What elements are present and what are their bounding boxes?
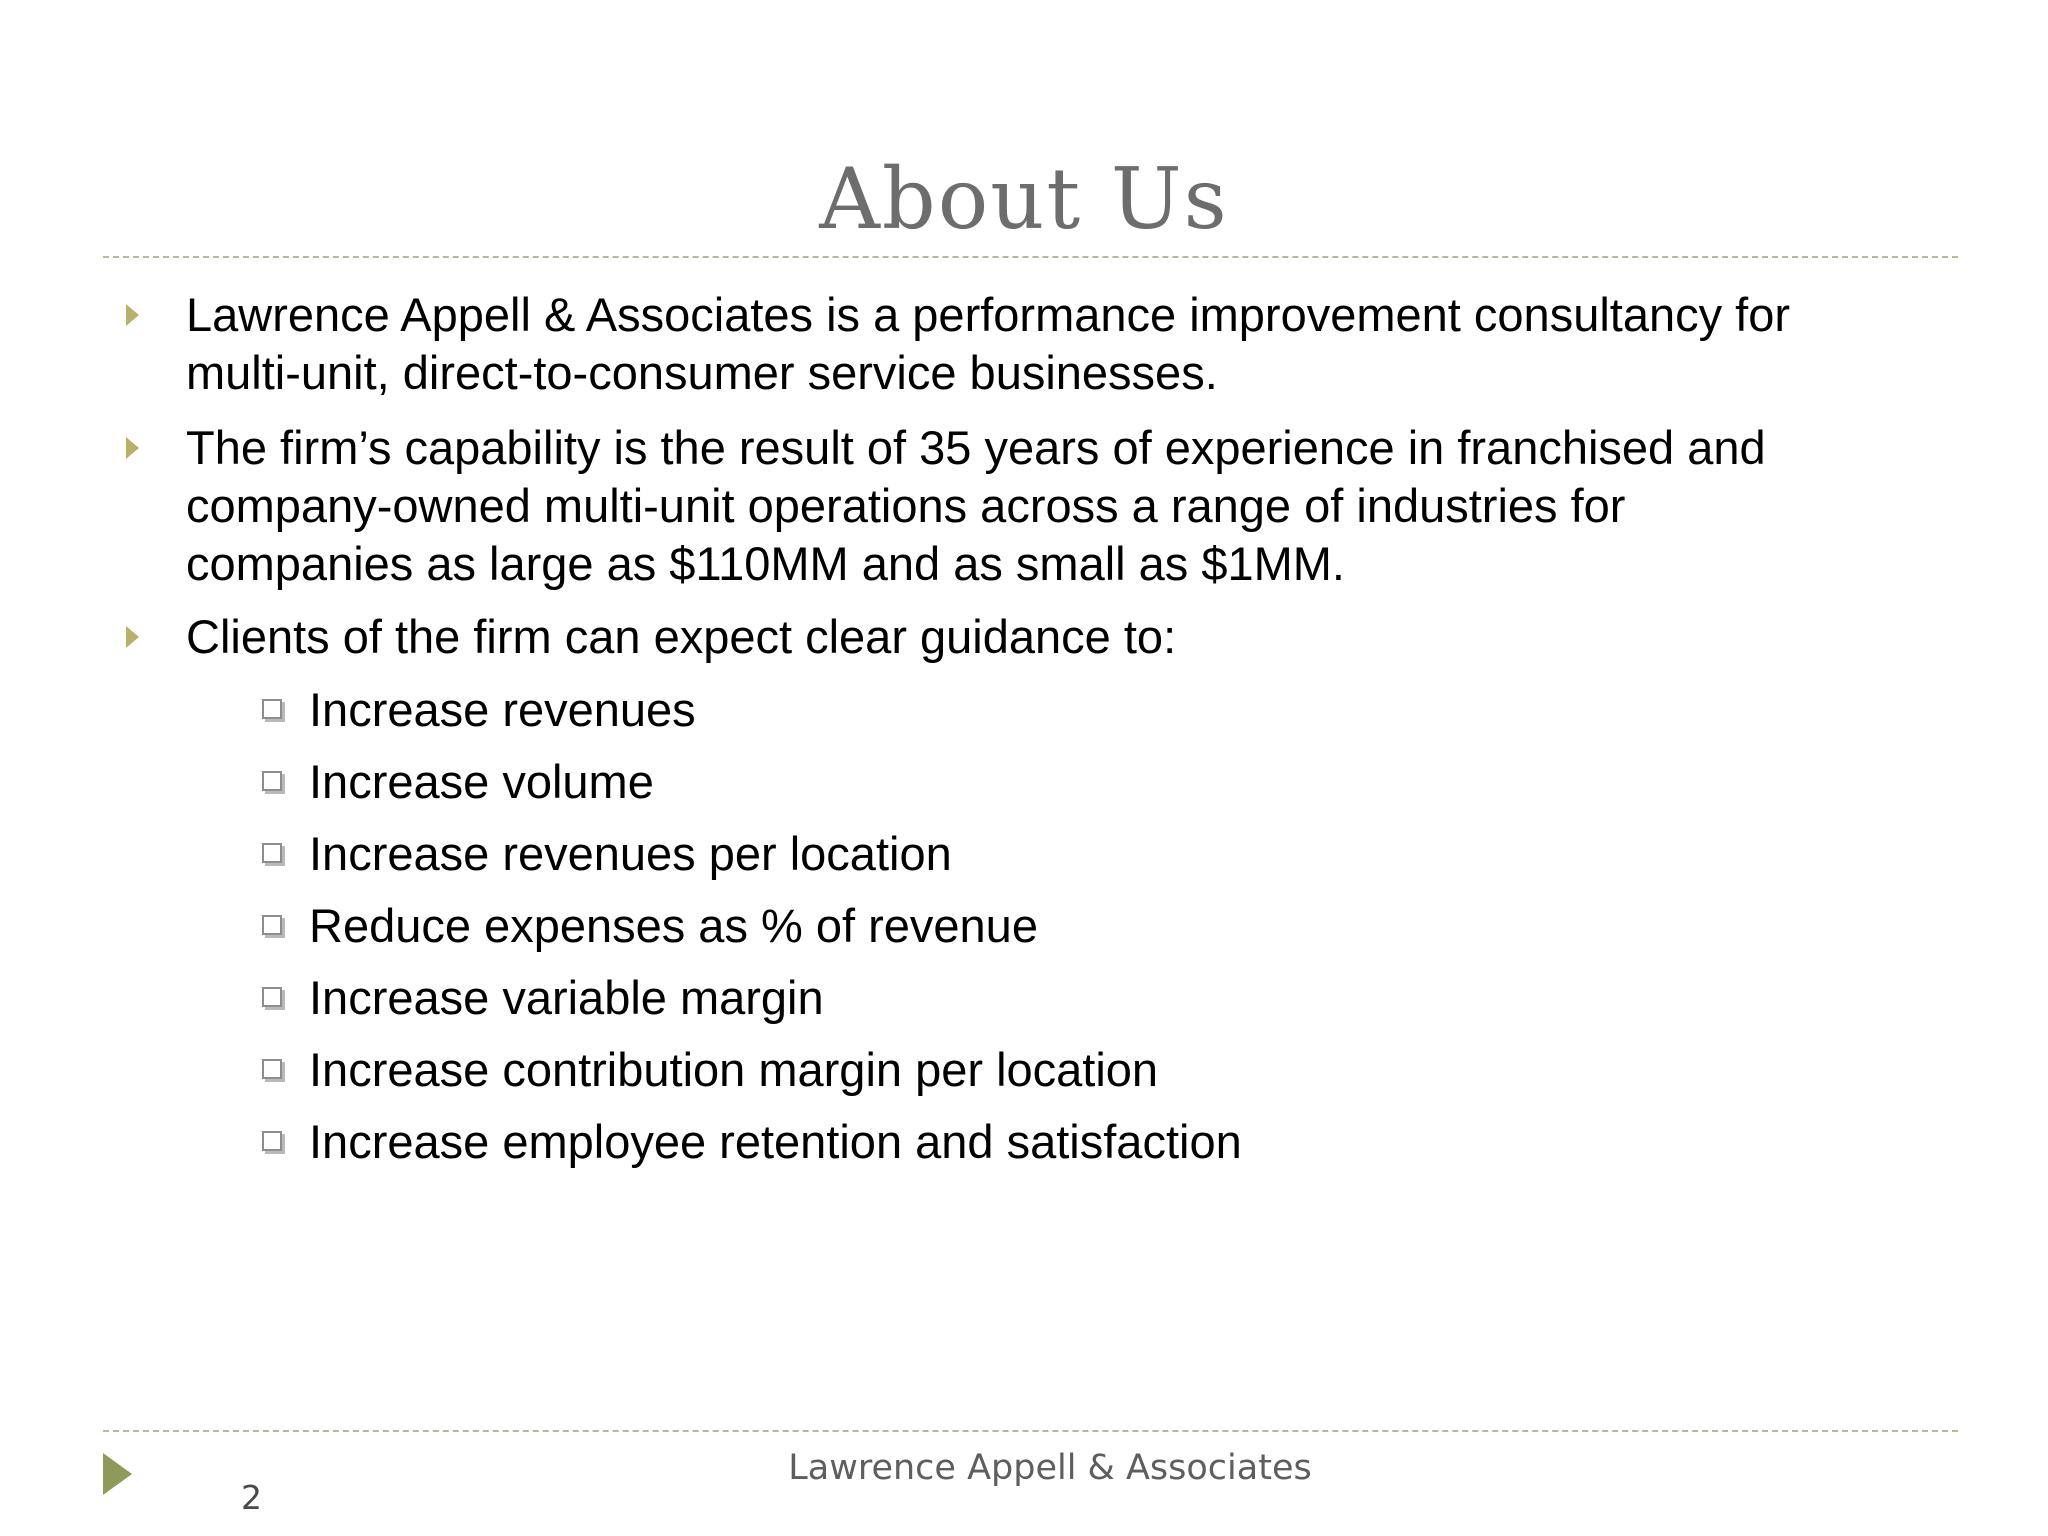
triangle-bullet-icon (126, 437, 139, 459)
page-number: 2 (241, 1478, 262, 1517)
sub-bullet-text: Increase contribution margin per location (309, 1043, 1159, 1096)
sub-bullet-text: Increase revenues (309, 683, 696, 736)
checkbox-bullet-icon (262, 987, 282, 1007)
sub-bullet-item (309, 825, 1809, 883)
bullet-line: Lawrence Appell & Associates is a performance improvement consultancy for (186, 288, 1791, 341)
bullet-line: multi-unit, direct-to-consumer service businesses. (186, 346, 1218, 399)
sub-bullet-item (309, 753, 1809, 811)
bullet-item (186, 608, 1966, 666)
bullet-line: Clients of the firm can expect clear guidance to: (186, 610, 1177, 663)
bullet-line: companies as large as $110MM and as small as $1MM. (186, 537, 1345, 590)
triangle-bullet-icon (126, 626, 139, 648)
footer-company-name: Lawrence Appell & Associates (788, 1448, 1312, 1488)
sub-bullet-text: Increase variable margin (309, 971, 824, 1024)
checkbox-bullet-icon (262, 843, 282, 863)
checkbox-bullet-icon (262, 1059, 282, 1079)
slide-title: About Us (819, 150, 1229, 248)
bullet-item (186, 419, 1966, 593)
bullet-item (186, 286, 1966, 402)
sub-bullet-item (309, 1041, 1809, 1099)
sub-bullet-item (309, 681, 1809, 739)
checkbox-bullet-icon (262, 699, 282, 719)
sub-bullet-text: Reduce expenses as % of revenue (309, 899, 1038, 952)
footer-divider (103, 1430, 1958, 1432)
bullet-line: The firm’s capability is the result of 35 years of experience in franchised and (186, 421, 1766, 474)
checkbox-bullet-icon (262, 771, 282, 791)
sub-bullet-item (309, 1113, 1809, 1171)
sub-bullet-item (309, 897, 1809, 955)
title-divider (103, 256, 1958, 258)
sub-bullet-item (309, 969, 1809, 1027)
checkbox-bullet-icon (262, 1131, 282, 1151)
triangle-bullet-icon (126, 304, 139, 326)
sub-bullet-text: Increase employee retention and satisfaction (309, 1115, 1242, 1168)
bullet-line: company-owned multi-unit operations across a range of industries for (186, 479, 1626, 532)
sub-bullet-text: Increase volume (309, 755, 654, 808)
sub-bullet-text: Increase revenues per location (309, 827, 952, 880)
checkbox-bullet-icon (262, 915, 282, 935)
